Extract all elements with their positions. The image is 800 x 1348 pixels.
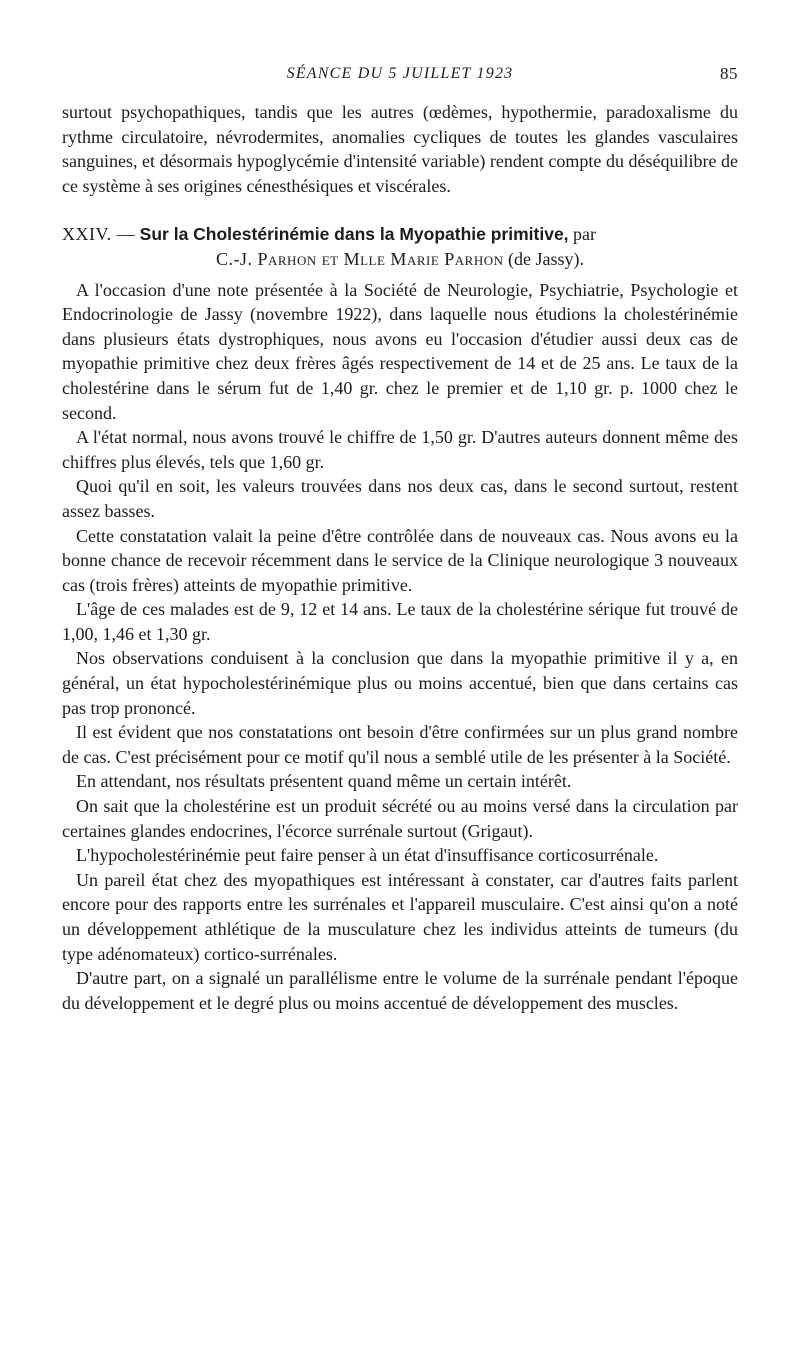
paragraph: Nos observations conduisent à la conclusion que dans la myopathie primitive il y a, en général, un état hypocholestérinémique plus ou moins accentué, bien que dans certains cas pas trop prononcé. (62, 648, 738, 718)
paragraph: Cette constatation valait la peine d'être contrôlée dans de nouveaux cas. Nous avons eu la bonne chance de recevoir récemment dans le service de la Clinique neurologique 3 nouveaux cas (trois frères) atteints de myopathie primitive. (62, 525, 738, 595)
continuation-paragraph: surtout psychopathiques, tandis que les autres (œdèmes, hypothermie, paradoxalisme du rythme circulatoire, névrodermites, anomalies cycliques de toutes les glandes vasculaires sanguines, et désormais hypoglycémie d'intensité variable) rendent compte du déséquilibre de ce système à ses origines cénesthésiques et viscérales. (62, 102, 738, 196)
byline-prefix: par (573, 224, 597, 245)
paragraph: Quoi qu'il en soit, les valeurs trouvées dans nos deux cas, dans le second surtout, restent assez basses. (62, 476, 738, 521)
authors: C.-J. Parhon et Mlle Marie Parhon (215, 248, 504, 269)
section-heading (62, 222, 738, 271)
paragraph: D'autre part, on a signalé un parallélisme entre le volume de la surrénale pendant l'époque du développement et le degré plus ou moins accentué de développement des muscles. (62, 968, 738, 1013)
page-number: 85 (720, 64, 738, 83)
paragraph: L'hypocholestérinémie peut faire penser à un état d'insuffisance corticosurrénale. (76, 845, 659, 866)
paragraph: A l'occasion d'une note présentée à la Société de Neurologie, Psychiatrie, Psychologie et Endocrinologie de Jassy (novembre 1922), dans laquelle nous étudions la cholestérinémie dans plusieurs états dystrophiques, nous avons eu l'occasion d'étudier aussi deux cas de myopathie primitive chez deux frères âgés respectivement de 14 et de 25 ans. Le taux de la cholestérine dans le sérum fut de 1,40 gr. chez le premier et de 1,10 gr. p. 1000 chez le second. (62, 279, 738, 423)
paragraph: Un pareil état chez des myopathiques est intéressant à constater, car d'autres faits parlent encore pour des rapports entre les surrénales et l'appareil musculaire. C'est ainsi qu'on a noté un développement athlétique de la musculature chez les individus atteints de tumeurs (du type adénomateux) cortico-surrénales. (62, 869, 738, 964)
running-header (62, 58, 738, 88)
section-numeral: XXIV. — (62, 224, 136, 245)
paragraph: L'âge de ces malades est de 9, 12 et 14 ans. Le taux de la cholestérine sérique fut trouvé de 1,00, 1,46 et 1,30 gr. (62, 599, 738, 644)
affiliation: (de Jassy). (508, 248, 584, 269)
paragraph: Il est évident que nos constatations ont besoin d'être confirmées sur un plus grand nombre de cas. C'est précisément pour ce motif qu'il nous a semblé utile de les présenter à la Société. (62, 722, 738, 767)
running-title: SÉANCE DU 5 JUILLET 1923 (286, 65, 514, 82)
paragraph: En attendant, nos résultats présentent quand même un certain intérêt. (76, 771, 572, 792)
paragraph: On sait que la cholestérine est un produit sécrété ou au moins versé dans la circulation par certaines glandes endocrines, l'écorce surrénale surtout (Grigaut). (62, 796, 738, 841)
body-text (62, 100, 738, 1015)
paragraph: A l'état normal, nous avons trouvé le chiffre de 1,50 gr. D'autres auteurs donnent même des chiffres plus élevés, tels que 1,60 gr. (62, 427, 738, 472)
byline (62, 247, 738, 272)
document-page (62, 58, 738, 1015)
section-title: Sur la Cholestérinémie dans la Myopathie primitive, (139, 224, 569, 245)
